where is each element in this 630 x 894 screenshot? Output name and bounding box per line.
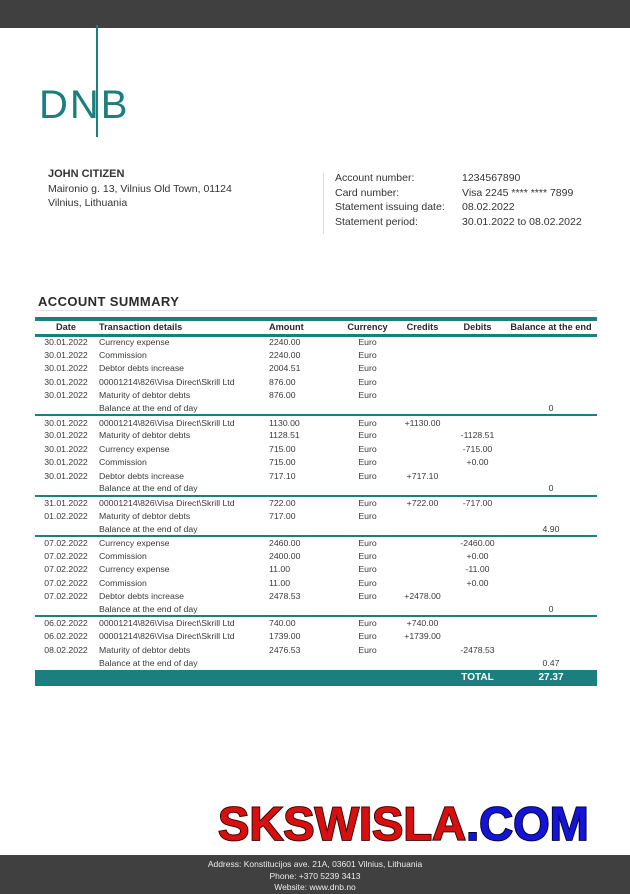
table-cell (505, 469, 597, 482)
table-cell: 07.02.2022 (44, 591, 88, 602)
footer-bar (0, 855, 630, 894)
total-value: 27.37 (538, 672, 564, 684)
table-cell (505, 536, 597, 549)
table-cell: Commission (99, 550, 147, 561)
table-cell: 2240.00 (269, 350, 301, 361)
statement-period-label: Statement period: (335, 215, 418, 228)
table-cell (395, 389, 450, 402)
table-cell (450, 415, 505, 428)
table-cell (505, 589, 597, 602)
table-cell (395, 402, 450, 415)
table-cell (505, 509, 597, 522)
table-cell: Currency expense (99, 538, 170, 549)
table-cell (395, 522, 450, 535)
table-cell: Currency expense (99, 443, 170, 454)
table-cell: -1128.51 (460, 430, 495, 441)
table-row (35, 469, 597, 482)
table-cell: Euro (358, 430, 377, 441)
table-cell: Euro (358, 470, 377, 481)
table-row (35, 375, 597, 388)
table-cell: 0.47 (542, 658, 560, 669)
table-cell (395, 509, 450, 522)
table-cell: 30.01.2022 (44, 417, 88, 428)
table-cell: 2240.00 (269, 337, 301, 348)
table-cell: 11.00 (269, 577, 291, 588)
table-cell (505, 630, 597, 643)
table-cell: +722.00 (406, 497, 439, 508)
table-cell: Euro (358, 363, 377, 374)
table-cell (450, 469, 505, 482)
table-row (35, 589, 597, 602)
section-title: ACCOUNT SUMMARY (38, 294, 180, 309)
customer-address-line2: Vilnius, Lithuania (48, 197, 128, 209)
table-cell: Balance at the end of day (99, 604, 198, 614)
table-cell (505, 362, 597, 375)
customer-address-line1: Maironio g. 13, Vilnius Old Town, 01124 (48, 182, 232, 195)
account-number-value: 1234567890 (462, 172, 521, 184)
table-cell: 01.02.2022 (44, 510, 88, 521)
table-cell (340, 402, 395, 415)
footer-website: Website: www.dnb.no (274, 882, 356, 892)
table-cell (505, 496, 597, 509)
table-cell: Euro (358, 350, 377, 361)
table-cell (450, 656, 505, 669)
table-cell: 2478.53 (269, 591, 301, 602)
table-cell (35, 656, 97, 669)
table-cell: 07.02.2022 (44, 550, 88, 561)
table-row (35, 348, 597, 361)
table-cell (395, 536, 450, 549)
table-cell: Euro (358, 550, 377, 561)
table-row (35, 616, 597, 629)
account-info-block (335, 171, 582, 229)
customer-name: JOHN CITIZEN (48, 168, 125, 180)
transaction-block (35, 335, 597, 415)
table-cell (340, 482, 395, 495)
table-cell (35, 522, 97, 535)
table-cell (35, 482, 97, 495)
table-cell: Debtor debts increase (99, 470, 184, 481)
table-cell: Balance at the end of day (99, 523, 198, 534)
table-cell: 876.00 (269, 376, 296, 387)
table-cell: 876.00 (269, 390, 296, 401)
watermark-text-red: SKSWISLA (218, 797, 467, 850)
footer-address: Address: Konstitucijos ave. 21A, 03601 Vilnius, Lithuania (207, 859, 423, 869)
table-cell: Currency expense (99, 564, 170, 575)
table-cell (505, 549, 597, 562)
table-cell (395, 563, 450, 576)
column-header: Balance at the end (510, 322, 592, 333)
table-cell: 0 (548, 403, 554, 414)
table-cell: 715.00 (269, 457, 296, 468)
transaction-block (35, 536, 597, 616)
table-cell (395, 335, 450, 348)
table-cell (267, 402, 340, 415)
table-cell: 06.02.2022 (44, 618, 88, 629)
transaction-block (35, 616, 597, 670)
table-cell: 1739.00 (269, 631, 301, 642)
table-cell: -717.00 (462, 497, 493, 508)
table-row (35, 656, 597, 669)
table-cell: +0.00 (466, 577, 489, 588)
table-row (35, 442, 597, 455)
table-row (35, 536, 597, 549)
table-cell: Maturity of debtor debts (99, 510, 191, 521)
table-cell: 00001214\826\Visa Direct\Skrill Ltd (99, 376, 235, 387)
table-cell: 31.01.2022 (44, 497, 88, 508)
table-cell: Euro (358, 337, 377, 348)
table-cell: 00001214\826\Visa Direct\Skrill Ltd (99, 631, 235, 642)
header-row (35, 319, 597, 335)
total-row (35, 670, 597, 686)
table-cell (505, 616, 597, 629)
table-cell: -2478.53 (460, 644, 495, 655)
table-cell: 1130.00 (269, 417, 300, 428)
table-cell: Commission (99, 350, 147, 361)
table-cell (35, 402, 97, 415)
table-cell: 717.00 (269, 510, 296, 521)
table-cell (505, 335, 597, 348)
table-cell (505, 415, 597, 428)
table-cell (450, 389, 505, 402)
table-cell: 2400.00 (269, 550, 301, 561)
table-cell (505, 643, 597, 656)
table-cell: Debtor debts increase (99, 363, 184, 374)
column-header: Currency (347, 322, 388, 333)
table-cell: Commission (99, 577, 147, 588)
table-cell (450, 335, 505, 348)
table-cell (395, 549, 450, 562)
table-cell: 4.90 (542, 523, 560, 534)
table-cell: Euro (358, 644, 377, 655)
table-cell (340, 603, 395, 616)
table-row (35, 576, 597, 589)
column-header: Credits (406, 322, 439, 333)
summary-table (35, 317, 597, 686)
table-cell: Euro (358, 618, 377, 629)
table-cell (395, 643, 450, 656)
table-cell: Balance at the end of day (99, 483, 198, 494)
table-cell: 30.01.2022 (44, 430, 88, 441)
total-spacer (35, 670, 450, 686)
table-cell: Maturity of debtor debts (99, 390, 191, 401)
table-cell: Euro (358, 443, 377, 454)
table-cell (505, 348, 597, 361)
table-cell: 2476.53 (269, 644, 301, 655)
table-cell (450, 522, 505, 535)
table-row (35, 456, 597, 469)
table-cell (395, 442, 450, 455)
table-cell (267, 522, 340, 535)
card-number-label: Card number: (335, 186, 400, 199)
table-cell (450, 482, 505, 495)
table-cell: 30.01.2022 (44, 376, 88, 387)
table-cell: Euro (358, 564, 377, 575)
table-cell (450, 589, 505, 602)
table-cell (450, 348, 505, 361)
column-header: Transaction details (99, 322, 183, 333)
table-cell (340, 522, 395, 535)
card-number-value: Visa 2245 **** **** 7899 (462, 186, 574, 199)
table-cell: 0 (548, 604, 554, 614)
table-row (35, 389, 597, 402)
account-number-label: Account number: (335, 172, 415, 184)
title-rule (35, 310, 597, 311)
table-cell (395, 348, 450, 361)
table-cell: Euro (358, 497, 377, 508)
table-cell: +0.00 (466, 550, 489, 561)
table-row (35, 643, 597, 656)
table-cell: 06.02.2022 (44, 631, 88, 642)
table-cell: Currency expense (99, 337, 170, 348)
table-cell: 722.00 (269, 497, 296, 508)
table-cell: +0.00 (466, 457, 489, 468)
table-cell: +717.10 (406, 470, 439, 481)
table-row (35, 415, 597, 428)
table-cell: 07.02.2022 (44, 577, 88, 588)
table-cell (395, 429, 450, 442)
issuing-date-value: 08.02.2022 (462, 201, 515, 213)
table-cell: Euro (358, 510, 377, 521)
table-cell (395, 362, 450, 375)
table-cell: 30.01.2022 (44, 443, 88, 454)
watermark-text-blue: .COM (466, 797, 589, 850)
table-cell: Euro (358, 390, 377, 401)
statement-period-value: 30.01.2022 to 08.02.2022 (462, 215, 582, 228)
table-cell (505, 442, 597, 455)
table-row (35, 482, 597, 495)
table-cell: +2478.00 (404, 591, 441, 602)
footer-phone: Phone: +370 5239 3413 (269, 870, 361, 881)
table-cell (505, 389, 597, 402)
table-cell (505, 576, 597, 589)
table-cell: 740.00 (269, 618, 296, 629)
table-cell (267, 656, 340, 669)
table-cell (450, 603, 505, 616)
table-cell (340, 656, 395, 669)
table-cell (267, 603, 340, 616)
table-cell: Balance at the end of day (99, 658, 198, 669)
table-cell: Maturity of debtor debts (99, 430, 191, 441)
table-cell: Euro (358, 457, 377, 468)
table-cell: 30.01.2022 (44, 363, 88, 374)
table-cell (395, 456, 450, 469)
transaction-block (35, 415, 597, 495)
table-cell (450, 362, 505, 375)
table-cell: +1130.00 (404, 417, 441, 428)
table-cell: Euro (358, 538, 377, 549)
table-row (35, 496, 597, 509)
table-cell: 1128.51 (269, 430, 300, 441)
table-cell: 30.01.2022 (44, 350, 88, 361)
table-cell: 11.00 (269, 564, 291, 575)
table-cell: Balance at the end of day (99, 403, 198, 414)
table-cell (395, 656, 450, 669)
table-cell: Euro (358, 417, 377, 428)
table-cell (35, 603, 97, 616)
table-cell (395, 375, 450, 388)
table-cell: 0 (548, 483, 554, 494)
table-row (35, 362, 597, 375)
table-cell (450, 630, 505, 643)
table-row (35, 429, 597, 442)
table-cell (450, 616, 505, 629)
table-cell (450, 402, 505, 415)
table-cell (267, 482, 340, 495)
table-cell (505, 456, 597, 469)
table-cell: Maturity of debtor debts (99, 644, 191, 655)
table-cell: Euro (358, 591, 377, 602)
column-header: Date (56, 322, 76, 333)
table-row (35, 509, 597, 522)
top-bar (0, 0, 630, 28)
divider-line (323, 173, 324, 234)
table-cell: 00001214\826\Visa Direct\Skrill Ltd (99, 497, 235, 508)
table-cell: 30.01.2022 (44, 457, 88, 468)
table-row (35, 549, 597, 562)
table-cell: 30.01.2022 (44, 337, 88, 348)
table-cell: -2460.00 (460, 538, 495, 549)
table-cell: 07.02.2022 (44, 538, 88, 549)
table-row (35, 603, 597, 616)
table-cell: 07.02.2022 (44, 564, 88, 575)
table-cell (395, 603, 450, 616)
watermark (218, 799, 589, 849)
table-cell: Euro (358, 631, 377, 642)
table-cell: 717.10 (269, 470, 296, 481)
table-cell (505, 375, 597, 388)
dnb-logo: DNB (39, 83, 130, 127)
total-label: TOTAL (461, 672, 494, 684)
table-row (35, 630, 597, 643)
table-cell (505, 563, 597, 576)
table-row (35, 402, 597, 415)
customer-block (48, 167, 232, 211)
table-cell: 08.02.2022 (44, 644, 88, 655)
table-cell: +740.00 (406, 618, 439, 629)
table-cell: Euro (358, 376, 377, 387)
table-cell: 00001214\826\Visa Direct\Skrill Ltd (99, 417, 235, 428)
table-cell: Debtor debts increase (99, 591, 184, 602)
table-row (35, 335, 597, 348)
table-cell (395, 576, 450, 589)
summary-table-wrap (35, 317, 597, 686)
table-cell (505, 429, 597, 442)
table-row (35, 522, 597, 535)
table-cell (395, 482, 450, 495)
table-cell: Commission (99, 457, 147, 468)
table-cell: +1739.00 (404, 631, 441, 642)
column-header: Amount (269, 322, 304, 333)
table-cell: 30.01.2022 (44, 470, 88, 481)
table-header (35, 319, 597, 335)
issuing-date-label: Statement issuing date: (335, 201, 445, 213)
table-cell: 2460.00 (269, 538, 301, 549)
table-cell: -11.00 (465, 564, 490, 575)
table-cell: 30.01.2022 (44, 390, 88, 401)
transaction-block (35, 496, 597, 536)
column-header: Debits (463, 322, 492, 333)
table-row (35, 563, 597, 576)
table-cell: Euro (358, 577, 377, 588)
table-cell (450, 509, 505, 522)
table-cell: 2004.51 (269, 363, 301, 374)
table-cell: 00001214\826\Visa Direct\Skrill Ltd (99, 618, 235, 629)
table-cell: 715.00 (269, 443, 296, 454)
table-cell (450, 375, 505, 388)
table-cell: -715.00 (462, 443, 493, 454)
